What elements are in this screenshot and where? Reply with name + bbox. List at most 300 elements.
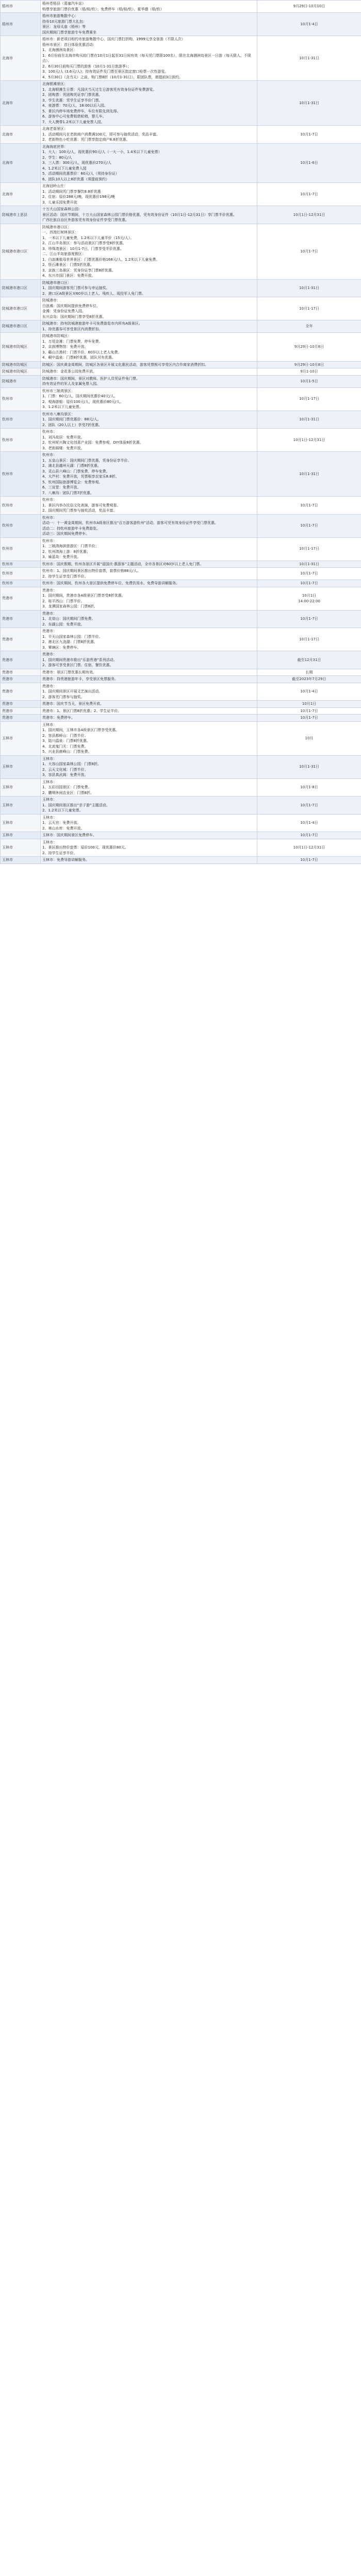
description-line: 玉林市： xyxy=(42,722,57,727)
description-line: 玉林市：国庆期间景区免费停车。 xyxy=(42,833,96,837)
description-line: 7、大人携带1.2米以下儿童免票入园。 xyxy=(42,120,105,124)
description-line: 持有效证件的军人及家属免票入园。 xyxy=(42,382,100,386)
description-cell xyxy=(41,81,257,126)
table-row xyxy=(1,375,361,387)
date-cell: 10月1-7日 xyxy=(257,224,361,279)
description-line: 1、大人：100元/人，现优惠价90元/人（一大一小，1.4米以下儿童免票） xyxy=(42,150,162,154)
date-cell: 10月 xyxy=(257,721,361,755)
description-line: 钦州市： xyxy=(42,430,57,434)
description-cell xyxy=(41,279,257,297)
description-line: 1、刘冯故居：免费开放。 xyxy=(42,435,85,439)
description-cell xyxy=(41,537,257,561)
description-cell xyxy=(41,224,257,279)
date-cell: 10月1-5日 xyxy=(257,375,361,387)
table-row xyxy=(1,857,361,864)
description-line: 2、鹏垌休闲农业区：门票8折。 xyxy=(42,790,94,795)
description-line: 国庆期间门票享旅游专车免费乘坐 xyxy=(42,30,96,35)
description-cell xyxy=(41,832,257,839)
description-line: 1、持优惠券可享受景区内消费折扣。 xyxy=(42,327,103,331)
table-row xyxy=(1,839,361,857)
city-cell: 玉林市 xyxy=(1,721,41,755)
description-line: 3、灵山县六峰山：门票免费，停车免费。 xyxy=(42,469,110,473)
table-row xyxy=(1,561,361,568)
table-row xyxy=(1,361,361,368)
description-cell xyxy=(41,143,257,183)
description-line: 2、桂平西山：门票半价。 xyxy=(42,599,85,603)
description-cell xyxy=(41,715,257,722)
description-line: 6、三宣堂：免费开放。 xyxy=(42,485,81,489)
description-line: 3、覃塘区：免费停车。 xyxy=(42,645,81,650)
description-line: 贵港市： xyxy=(42,684,57,688)
description-line: 2、6月30日前购买门票的游客（10月1-31日旅游季）； xyxy=(42,64,132,69)
city-cell: 防城港市防城区 xyxy=(1,333,41,362)
table-row xyxy=(1,587,361,610)
description-line: 2、学生：80元/人 xyxy=(42,155,72,160)
description-line: 1、北帝山：国庆期间门票免费。 xyxy=(42,617,95,621)
description-line: 钦州市八寨沟景区： xyxy=(42,412,75,416)
description-line: 2、江山半岛景区：参与活动景区门票享受8折优惠。 xyxy=(42,241,126,245)
city-cell: 钦州市 xyxy=(1,497,41,515)
date-cell: 9月29日-10月10日 xyxy=(257,1,361,13)
description-cell xyxy=(41,497,257,515)
table-row xyxy=(1,224,361,279)
description-line: 1、北海涠洲岛景区： xyxy=(42,48,77,52)
description-line: 2、游客可享受景区门票、住宿、餐饮优惠。 xyxy=(42,663,113,667)
date-cell: 10月1-7日 xyxy=(257,514,361,537)
date-cell: 10月1日 xyxy=(257,701,361,708)
description-line: 1、平天山国家森林公园：门票半价。 xyxy=(42,634,103,639)
description-line: 东兴京岛：国庆期间门票享受8折优惠。 xyxy=(42,314,106,319)
description-cell xyxy=(41,707,257,715)
city-cell: 贵港市 xyxy=(1,669,41,676)
description-line: 4、夜游票：70元/人，18:00以后入园。 xyxy=(42,104,108,108)
table-row xyxy=(1,206,361,224)
city-cell: 玉林市 xyxy=(1,839,41,857)
table-row xyxy=(1,297,361,320)
city-cell: 钦州市 xyxy=(1,514,41,537)
description-line: 贵港市： xyxy=(42,629,57,633)
description-cell xyxy=(41,206,257,224)
table-row xyxy=(1,814,361,832)
table-row xyxy=(1,81,361,126)
city-cell: 玉林市 xyxy=(1,796,41,815)
description-line: 防城港市防城区： xyxy=(42,334,71,338)
description-line: 2、国庆期间凭门票参与抽奖活动，奖品丰富。 xyxy=(42,509,117,513)
description-line: 2、持学生证享受门票半价。 xyxy=(42,574,88,579)
city-cell: 北海市 xyxy=(1,126,41,144)
date-cell: 10月1-7日 xyxy=(257,183,361,206)
description-line: 5、景区内停车场免费停车，车位有限先到先得。 xyxy=(42,109,121,113)
city-cell: 贵港市 xyxy=(1,707,41,715)
description-line: 3、老街骑楼：免费开放。 xyxy=(42,446,85,450)
description-line: 活动三：国庆期间免费停车。 xyxy=(42,532,89,536)
date-cell: 10月1-17日 xyxy=(257,628,361,651)
city-cell: 钦州市 xyxy=(1,387,41,411)
description-line: 钦州市： xyxy=(42,453,57,457)
table-row xyxy=(1,628,361,651)
date-cell: 10月1-7日 xyxy=(257,707,361,715)
description-line: 1、一米以下儿童免费，1.2米以下儿童半价（15元/人）。 xyxy=(42,235,134,240)
description-line: 北海冠岭山庄： xyxy=(42,184,68,188)
description-line: 1、大容山国家森林公园：门票8折。 xyxy=(42,762,101,766)
description-line: 活动一：十一黄金周期间，钦州市A级景区推出“百万游客游钦州”活动，游客可凭有效身份证件享受门票优惠。 xyxy=(42,521,219,525)
description-line: 玉林市：免费导游讲解服务。 xyxy=(42,858,89,862)
description-line: 2、云天文化城：门票半价。 xyxy=(42,767,88,772)
description-line: 1、景区内举办民俗文化表演，游客可免费观看。 xyxy=(42,503,121,507)
description-line: 2、钦州湾海上游：8折优惠； xyxy=(42,549,90,554)
promo-table xyxy=(0,0,361,864)
date-cell: 10月1-7日 xyxy=(257,497,361,515)
table-row xyxy=(1,778,361,796)
description-line: 3、容县真武阁：免费开放。 xyxy=(42,773,88,777)
date-cell: 10月1-17日 xyxy=(257,387,361,411)
city-cell: 贵港市 xyxy=(1,651,41,669)
description-cell xyxy=(41,676,257,683)
description-line: 一、西湾红树林景区： xyxy=(42,230,78,234)
description-line: 1、景区推出特价套票：原价100元，现优惠价80元。 xyxy=(42,845,128,850)
description-line: 2、钦州坭兴陶文化创意产业园：免费参观，DIY体验8折优惠。 xyxy=(42,440,143,445)
date-cell: 10月1-7日 xyxy=(257,832,361,839)
description-cell xyxy=(41,755,257,778)
table-row xyxy=(1,832,361,839)
description-cell xyxy=(41,857,257,864)
table-row xyxy=(1,497,361,515)
description-line: 1、活动期间凭门票享餐饮8.8折优惠 xyxy=(42,189,101,194)
description-line: 玉林市： xyxy=(42,756,57,761)
table-row xyxy=(1,796,361,815)
table-row xyxy=(1,721,361,755)
date-cell: 10月1日 14:00-22:00 xyxy=(257,587,361,610)
city-cell: 贵港市 xyxy=(1,701,41,708)
city-cell: 钦州市 xyxy=(1,561,41,568)
table-row xyxy=(1,669,361,676)
description-cell xyxy=(41,297,257,320)
city-cell: 玉林市 xyxy=(1,832,41,839)
date-cell: 10月1-7日 xyxy=(257,580,361,587)
table-row xyxy=(1,701,361,708)
date-cell: 10月1-7日 xyxy=(257,126,361,144)
description-line: 梧州市旅游集散中心： xyxy=(42,14,78,18)
description-line: 3、龙潭国家森林公园：门票8折。 xyxy=(42,604,97,608)
description-line: 二、江山半岛旅游度假区： xyxy=(42,252,86,256)
description-line: 北海老街景区： xyxy=(42,127,68,131)
date-cell: 10月1-4日 xyxy=(257,13,361,36)
table-row xyxy=(1,320,361,333)
description-line: 1、国庆期间，贵港市各A级景区门票享受8折优惠。 xyxy=(42,594,125,598)
city-cell: 贵港市 xyxy=(1,676,41,683)
city-cell: 防城港市防城区 xyxy=(1,361,41,368)
description-line: 梧州市：新老项目相约市旅游集散中心，国庆门票打折购，1999元享全景游（不限人次） xyxy=(42,37,185,41)
date-cell: 10月1-4日 xyxy=(257,814,361,832)
city-cell: 北海市 xyxy=(1,36,41,81)
description-line: 白浪滩：国庆期间提供免费停车位。 xyxy=(42,303,100,308)
description-line: 景区活动：国庆节期间，十万大山国家森林公园门票价格优惠，凭有效身份证件（10月1日-12月31日）享门票半价优惠。 xyxy=(42,212,237,217)
description-line: 1、国庆期间，玉林市各A级景区门票享受优惠。 xyxy=(42,728,120,732)
description-line: 钦州市：1、国庆期间景区推出特价套票，套票价格88元/人。 xyxy=(42,569,141,573)
description-line: 钦州市：国庆期间，钦州各大景区提供免费停车位、免费饮用水、免费导游讲解服务。 xyxy=(42,581,179,585)
description-line: 购票享旅游门票价优惠（梧/桂/钦）；免费停车（梧/桂/钦）、霍华德（梧/钦） xyxy=(42,7,164,11)
description-line: 3、簕山古渔村：门票半价，60岁以上老人免费。 xyxy=(42,350,122,354)
description-line: 2、浦北县越州天湖：门票8折优惠。 xyxy=(42,464,101,468)
table-row xyxy=(1,651,361,669)
date-cell: 10月1-6日 xyxy=(257,143,361,183)
table-row xyxy=(1,755,361,778)
description-line: 1、国庆期间门票优惠价：88元/人。 xyxy=(42,417,101,421)
city-cell: 钦州市 xyxy=(1,580,41,587)
city-cell: 玉林市 xyxy=(1,857,41,864)
description-line: 1、白浪滩航母世界景区：门票优惠价格168元/人，1.2米以下儿童免费。 xyxy=(42,257,160,262)
description-line: 1、国庆期间游客凭门票可参与幸运抽奖。 xyxy=(42,286,110,290)
date-cell: 截至2023年7月29日 xyxy=(257,676,361,683)
date-cell: 全年 xyxy=(257,320,361,333)
description-line: 防城港市：金花茶公园免费开放。 xyxy=(42,369,96,374)
city-cell: 防城港市港口区 xyxy=(1,279,41,297)
description-line: 贵港市：景区门票优惠长期有效。 xyxy=(42,670,96,674)
table-row xyxy=(1,126,361,144)
description-cell xyxy=(41,1,257,13)
city-cell: 钦州市 xyxy=(1,568,41,580)
date-cell: 10月1-17日 xyxy=(257,537,361,561)
description-cell xyxy=(41,796,257,815)
description-line: 2、1.2米以下儿童免票。 xyxy=(42,808,83,812)
description-line: 贵港市： xyxy=(42,588,57,592)
table-row xyxy=(1,580,361,587)
description-line: 1、国庆期间景区开展文艺演出活动。 xyxy=(42,689,103,693)
promo-table-body xyxy=(1,1,361,864)
table-row xyxy=(1,683,361,701)
description-line: 3、三人票：300元/人，现优惠价270元/人 xyxy=(42,161,111,165)
description-line: 贵港市：免费停车。 xyxy=(42,716,75,720)
description-line: 北海银滩景区： xyxy=(42,82,68,86)
description-line: 5、活动期间优惠票价：60元/人（须持身份证） xyxy=(42,172,119,176)
description-line: 4、东兴市国门景区：免费开放。 xyxy=(42,274,95,278)
date-cell: 10月1日-12月31日 xyxy=(257,206,361,224)
description-line: 2、住宿：原价288元/晚，现优惠价198元/晚 xyxy=(42,195,115,199)
description-line: 钦州市三娘湾景区： xyxy=(42,388,75,393)
date-cell: 10月1-7日 xyxy=(257,857,361,864)
date-cell: 10月1-31日 xyxy=(257,36,361,81)
city-cell: 玉林市 xyxy=(1,755,41,778)
date-cell: 9月29日-10月8日 xyxy=(257,361,361,368)
city-cell: 防城港市港口区 xyxy=(1,320,41,333)
description-line: 4、1.2米以下儿童免费入园 xyxy=(42,166,87,171)
description-cell xyxy=(41,683,257,701)
date-cell: 10月1-31日 xyxy=(257,411,361,429)
description-line: 4、峒中温泉：门票8折优惠，团队另有优惠。 xyxy=(42,355,116,360)
description-cell xyxy=(41,610,257,628)
date-cell: 长期 xyxy=(257,669,361,676)
description-line: 梧州苍梧县（葛塞汽车站） xyxy=(42,2,86,6)
description-cell xyxy=(41,387,257,411)
city-cell: 钦州市 xyxy=(1,429,41,452)
table-row xyxy=(1,452,361,497)
date-cell: 10月1日-12月31日 xyxy=(257,839,361,857)
description-cell xyxy=(41,361,257,368)
table-row xyxy=(1,568,361,580)
description-line: 6、游客中心可免费租借轮椅，婴儿车。 xyxy=(42,114,106,118)
description-cell xyxy=(41,36,257,81)
date-cell: 10月1-7日 xyxy=(257,796,361,815)
table-row xyxy=(1,368,361,376)
description-line: 贵港市：持贵港旅游年卡，享受景区免票服务。 xyxy=(42,677,118,681)
city-cell: 贵港市 xyxy=(1,628,41,651)
table-row xyxy=(1,1,361,13)
description-line: 贵港市：1、景区门票8折优惠；2、学生证半价。 xyxy=(42,708,122,713)
description-cell xyxy=(41,839,257,857)
date-cell: 10月1-4日 xyxy=(257,683,361,701)
description-line: 1、万尾金滩：门票免费，停车免费。 xyxy=(42,339,103,344)
city-cell: 梧州市 xyxy=(1,13,41,36)
description-line: 3、儿童乐园免费开放 xyxy=(42,200,77,205)
description-cell xyxy=(41,561,257,568)
table-row xyxy=(1,429,361,452)
description-cell xyxy=(41,13,257,36)
city-cell: 北海市 xyxy=(1,143,41,183)
description-line: 金滩：凭身份证免费入园。 xyxy=(42,309,86,313)
table-row xyxy=(1,610,361,628)
description-cell xyxy=(41,514,257,537)
description-line: 玉林市： xyxy=(42,779,57,784)
date-cell: 10月1-31日 xyxy=(257,755,361,778)
description-line: 2、港北区九凌湖：门票8折优惠。 xyxy=(42,640,97,644)
table-row xyxy=(1,676,361,683)
description-line: 2、团队（20人以上）享受7折优惠。 xyxy=(42,422,102,427)
description-cell xyxy=(41,669,257,676)
date-cell: 9月1-10日 xyxy=(257,368,361,376)
city-cell: 钦州市 xyxy=(1,452,41,497)
description-cell xyxy=(41,429,257,452)
description-line: 1、五彩田园景区：门票免费。 xyxy=(42,785,92,789)
description-line: 钦州市： xyxy=(42,538,57,543)
description-line: 1、国庆期间景区推出“亲子游”主题活动。 xyxy=(42,803,110,807)
description-cell xyxy=(41,452,257,497)
description-line: 1、云天宫：免费开放。 xyxy=(42,821,81,825)
description-line: 1、五皇山景区：国庆期间门票优惠，凭身份证享半价。 xyxy=(42,458,132,463)
description-line: 1、活动期间凡在老街商户消费满100元，即可参与抽奖活动，奖品丰富。 xyxy=(42,132,160,137)
table-row xyxy=(1,13,361,36)
description-line: 2、怪石滩景区：门票5折优惠。 xyxy=(42,263,94,267)
description-line: 3、珍珠湾景区：10月1-7日，门票享受半价优惠。 xyxy=(42,246,124,251)
description-line: 贵港市： xyxy=(42,611,57,616)
description-cell xyxy=(41,375,257,387)
description-line: 玉林市： xyxy=(42,798,57,802)
table-row xyxy=(1,333,361,362)
description-line: 2、观海游船：原价100元/人，现优惠价80元/人。 xyxy=(42,399,124,404)
description-cell xyxy=(41,778,257,796)
city-cell: 梧州市 xyxy=(1,1,41,13)
description-line: 梧州市景区：首日体验优惠活动： xyxy=(42,42,96,47)
description-line: 2、团购票：凭团购凭证享门票优惠。 xyxy=(42,93,103,97)
date-cell: 10月1-7日 xyxy=(257,568,361,580)
table-row xyxy=(1,715,361,722)
description-line: 1、国庆期间贵港市推出“乐游贵港”系列活动。 xyxy=(42,657,117,662)
description-cell xyxy=(41,333,257,362)
table-row xyxy=(1,514,361,537)
description-line: 3、1.2米以下儿童免票。 xyxy=(42,405,83,409)
description-line: 持券10元旅游门票大礼包： xyxy=(42,19,87,24)
date-cell: 10月1日-12月31日 xyxy=(257,429,361,452)
date-cell: 10月1-31日 xyxy=(257,452,361,497)
description-line: 2、寒山水库：免费开放。 xyxy=(42,826,85,831)
description-line: 防城港市： xyxy=(42,298,60,302)
description-line: 4、北流鬼门关：门票免费。 xyxy=(42,744,88,749)
date-cell: 截至12月31日 xyxy=(257,651,361,669)
description-line: 广西壮族自治区外游客凭有效身份证件享受门票优惠。 xyxy=(42,218,129,222)
city-cell: 防城港市 xyxy=(1,375,41,387)
description-cell xyxy=(41,411,257,429)
description-line: 贵港市：国庆节当天，景区免费开放。 xyxy=(42,702,104,706)
description-line: 钦州市： xyxy=(42,498,57,502)
description-line: 玉林市： xyxy=(42,840,57,844)
description-cell xyxy=(41,320,257,333)
city-cell: 北海市 xyxy=(1,81,41,126)
description-line: 北海海底世界： xyxy=(42,144,68,149)
date-cell: 10月1-31日 xyxy=(257,279,361,297)
description-line: 2、东湖公园：免费开放。 xyxy=(42,622,85,626)
description-line: 1、三娘湾海滨旅游区：门票半价； xyxy=(42,544,99,548)
table-row xyxy=(1,36,361,81)
description-line: 防城港市：国庆期间，景区对教师、医护人员凭证件免门票。 xyxy=(42,376,140,381)
city-cell: 防城港市港口区 xyxy=(1,224,41,279)
city-cell: 钦州市 xyxy=(1,537,41,561)
city-cell: 北海市 xyxy=(1,183,41,206)
description-cell xyxy=(41,568,257,580)
description-cell xyxy=(41,701,257,708)
description-line: 贵港市： xyxy=(42,652,57,656)
date-cell: 10月1-17日 xyxy=(257,297,361,320)
description-line: 3、学生优惠：凭学生证享半价门票。 xyxy=(42,98,103,103)
table-row xyxy=(1,387,361,411)
description-cell xyxy=(41,580,257,587)
city-cell: 贵港市 xyxy=(1,715,41,722)
description-line: 2、游客凭门票参与抽奖。 xyxy=(42,694,85,699)
table-row xyxy=(1,537,361,561)
description-line: 4、大芦村：免费开放，凭票根享农家乐8.8折。 xyxy=(42,474,119,479)
city-cell: 玉林市 xyxy=(1,814,41,832)
city-cell: 防城港市防城区 xyxy=(1,368,41,376)
description-line: 2、京族博物馆：免费开放。 xyxy=(42,345,88,349)
description-line: 1、门票：60元/人，国庆期间优惠价40元/人。 xyxy=(42,394,118,398)
description-line: 玉林市： xyxy=(42,815,57,820)
table-row xyxy=(1,279,361,297)
description-line: 防城港市港口区： xyxy=(42,225,71,229)
description-line: 防城港市港口区： xyxy=(42,280,71,285)
description-cell xyxy=(41,183,257,206)
description-line: 1、6月份前在北海市购买的门票在10月1日起至31日间有效（每天凭门票限100名），限在北海涠洲岛景区一日游（每天限人、不限点）。 xyxy=(42,53,252,63)
description-cell xyxy=(41,814,257,832)
description-cell xyxy=(41,587,257,610)
description-line: 2、持学生证享半价。 xyxy=(42,851,77,855)
description-line: 2、容县都峤山：门票半价。 xyxy=(42,733,88,738)
description-line: 3、100元/人 (3.6元/人)；持有效证件及门票至景区指定窗口检票一次性游览。 xyxy=(42,70,169,74)
city-cell: 贵港市 xyxy=(1,683,41,701)
description-line: 防城港市：持有防城港旅游年卡可免费游览市内所有A级景区。 xyxy=(42,321,142,326)
date-cell: 10月1-7日 xyxy=(257,610,361,628)
date-cell: 10月1-31日 xyxy=(257,561,361,568)
description-cell xyxy=(41,628,257,651)
description-cell xyxy=(41,651,257,669)
table-row xyxy=(1,707,361,715)
description-line: 活动二：持钦州旅游年卡免费游览。 xyxy=(42,526,100,531)
description-line: 5、钦州国际旅游博览会：免费参观。 xyxy=(42,480,103,484)
city-cell: 贵港市 xyxy=(1,610,41,628)
description-cell xyxy=(41,126,257,144)
description-cell xyxy=(41,368,257,376)
description-line: 7、八寨沟：团队门票7折优惠。 xyxy=(42,490,94,495)
city-cell: 玉林市 xyxy=(1,778,41,796)
description-line: 3、麻蓝岛：免费开放。 xyxy=(42,555,81,559)
description-line: 4、5月30日（含当天）之前，购门票8折（10月1-31日），限团队票，需提前3日预约。 xyxy=(42,75,183,79)
